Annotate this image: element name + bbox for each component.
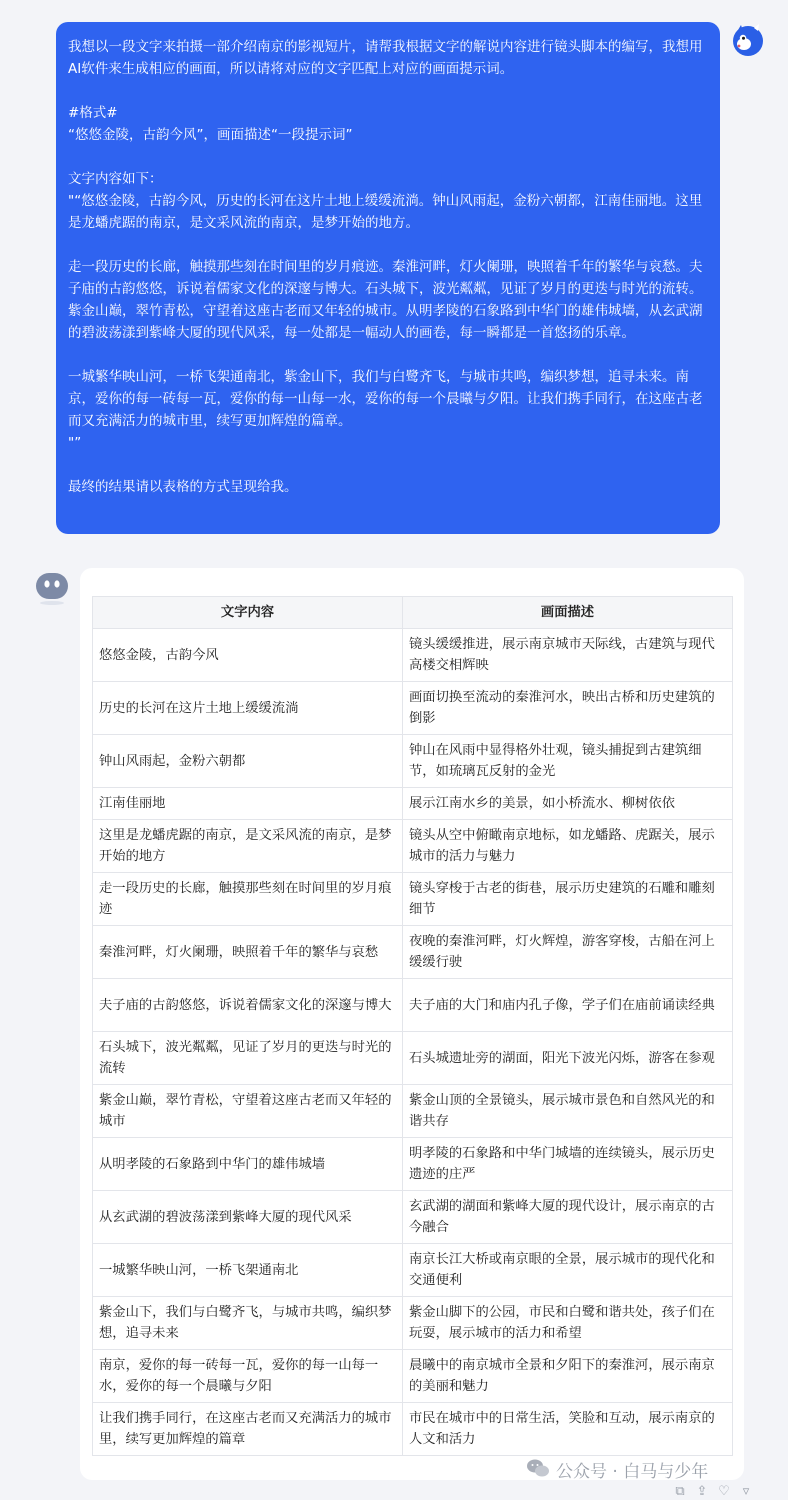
copy-icon[interactable]: ⧉ xyxy=(675,1484,685,1499)
table-row xyxy=(93,1244,733,1297)
column-header-text: 文字内容 xyxy=(93,597,403,629)
cell-description: 石头城遗址旁的湖面，阳光下波光闪烁，游客在参观 xyxy=(403,1032,733,1085)
share-icon[interactable]: ⇪ xyxy=(696,1484,708,1499)
cell-description: 明孝陵的石象路和中华门城墙的连续镜头，展示历史遗迹的庄严 xyxy=(403,1138,733,1191)
cell-text: 紫金山下，我们与白鹭齐飞，与城市共鸣，编织梦想，追寻未来 xyxy=(93,1297,403,1350)
user-message-paragraph: 一城繁华映山河，一桥飞架通南北，紫金山下，我们与白鹭齐飞，与城市共鸣，编织梦想，追寻未来。南京，爱你的每一砖每一瓦，爱你的每一山每一水，爱你的每一个晨曦与夕阳。让我们携手同行，在这座古老而又充满活力的城市里，续写更加辉煌的篇章。 "” xyxy=(68,369,703,451)
cell-text: 夫子庙的古韵悠悠，诉说着儒家文化的深邃与博大 xyxy=(93,979,403,1032)
cell-text: 从玄武湖的碧波荡漾到紫峰大厦的现代风采 xyxy=(93,1191,403,1244)
cell-description: 市民在城市中的日常生活，笑脸和互动，展示南京的人文和活力 xyxy=(403,1403,733,1456)
watermark xyxy=(526,1456,708,1482)
cell-description: 镜头穿梭于古老的街巷，展示历史建筑的石雕和雕刻细节 xyxy=(403,873,733,926)
cell-text: 历史的长河在这片土地上缓缓流淌 xyxy=(93,682,403,735)
response-table xyxy=(92,596,733,1456)
table-row xyxy=(93,682,733,735)
table-row xyxy=(93,926,733,979)
cell-description: 玄武湖的湖面和紫峰大厦的现代设计，展示南京的古今融合 xyxy=(403,1191,733,1244)
user-message-paragraph: 我想以一段文字来拍摄一部介绍南京的影视短片，请帮我根据文字的解说内容进行镜头脚本的编写，我想用AI软件来生成相应的画面，所以请将对应的文字匹配上对应的画面提示词。 xyxy=(68,39,703,77)
table-row xyxy=(93,1191,733,1244)
cell-description: 画面切换至流动的秦淮河水，映出古桥和历史建筑的倒影 xyxy=(403,682,733,735)
cell-description: 南京长江大桥或南京眼的全景，展示城市的现代化和交通便利 xyxy=(403,1244,733,1297)
blue-mascot-avatar-icon[interactable] xyxy=(730,22,766,58)
watermark-text: 公众号 · 白马与少年 xyxy=(556,1461,709,1482)
cell-description: 紫金山脚下的公园，市民和白鹭和谐共处，孩子们在玩耍，展示城市的活力和希望 xyxy=(403,1297,733,1350)
table-row xyxy=(93,1032,733,1085)
cell-text: 南京，爱你的每一砖每一瓦，爱你的每一山每一水，爱你的每一个晨曦与夕阳 xyxy=(93,1350,403,1403)
wechat-icon xyxy=(526,1458,550,1480)
cell-description: 夫子庙的大门和庙内孔子像，学子们在庙前诵读经典 xyxy=(403,979,733,1032)
user-message-paragraph: 走一段历史的长廊，触摸那些刻在时间里的岁月痕迹。秦淮河畔，灯火阑珊，映照着千年的繁华与哀愁。夫子庙的古韵悠悠，诉说着儒家文化的深邃与博大。石头城下，波光粼粼，见证了岁月的更迭与时光的流转。紫金山巅，翠竹青松，守望着这座古老而又年轻的城市。从明孝陵的石象路到中华门的雄伟城墙，从玄武湖的碧波荡漾到紫峰大厦的现代风采，每一处都是一幅动人的画卷，每一瞬都是一首悠扬的乐章。 xyxy=(68,259,703,341)
thumb-down-icon[interactable]: ▿ xyxy=(742,1484,750,1499)
table-header-row xyxy=(93,597,733,629)
table-row xyxy=(93,1297,733,1350)
table-row xyxy=(93,873,733,926)
cell-text: 石头城下，波光粼粼，见证了岁月的更迭与时光的流转 xyxy=(93,1032,403,1085)
table-row xyxy=(93,735,733,788)
cell-description: 紫金山顶的全景镜头，展示城市景色和自然风光的和谐共存 xyxy=(403,1085,733,1138)
table-row xyxy=(93,788,733,820)
cell-text: 一城繁华映山河，一桥飞架通南北 xyxy=(93,1244,403,1297)
user-message-paragraph: #格式# “悠悠金陵，古韵今风”，画面描述“一段提示词” xyxy=(68,105,353,143)
cell-description: 晨曦中的南京城市全景和夕阳下的秦淮河，展示南京的美丽和魅力 xyxy=(403,1350,733,1403)
table-row xyxy=(93,629,733,682)
cell-text: 悠悠金陵，古韵今风 xyxy=(93,629,403,682)
thumb-up-icon[interactable]: ♡ xyxy=(718,1484,730,1499)
table-row xyxy=(93,1138,733,1191)
cell-description: 夜晚的秦淮河畔，灯火辉煌，游客穿梭，古船在河上缓缓行驶 xyxy=(403,926,733,979)
cell-text: 秦淮河畔，灯火阑珊，映照着千年的繁华与哀愁 xyxy=(93,926,403,979)
table-row xyxy=(93,1403,733,1456)
cell-description: 镜头从空中俯瞰南京地标，如龙蟠路、虎踞关，展示城市的活力与魅力 xyxy=(403,820,733,873)
table-row xyxy=(93,820,733,873)
cell-text: 走一段历史的长廊，触摸那些刻在时间里的岁月痕迹 xyxy=(93,873,403,926)
cell-description: 钟山在风雨中显得格外壮观，镜头捕捉到古建筑细节，如琉璃瓦反射的金光 xyxy=(403,735,733,788)
table-row xyxy=(93,979,733,1032)
cell-text: 紫金山巅，翠竹青松，守望着这座古老而又年轻的城市 xyxy=(93,1085,403,1138)
cell-text: 这里是龙蟠虎踞的南京，是文采风流的南京，是梦开始的地方 xyxy=(93,820,403,873)
message-action-toolbar xyxy=(672,1484,754,1500)
user-message-bubble xyxy=(56,22,720,534)
cell-description: 镜头缓缓推进，展示南京城市天际线，古建筑与现代高楼交相辉映 xyxy=(403,629,733,682)
cell-text: 从明孝陵的石象路到中华门的雄伟城墙 xyxy=(93,1138,403,1191)
cell-text: 让我们携手同行，在这座古老而又充满活力的城市里，续写更加辉煌的篇章 xyxy=(93,1403,403,1456)
assistant-response-card xyxy=(80,568,744,1480)
cell-text: 钟山风雨起，金粉六朝都 xyxy=(93,735,403,788)
user-message-paragraph: 最终的结果请以表格的方式呈现给我。 xyxy=(68,479,298,495)
robot-face-avatar-icon xyxy=(34,570,70,606)
column-header-description: 画面描述 xyxy=(403,597,733,629)
cell-text: 江南佳丽地 xyxy=(93,788,403,820)
user-message-paragraph: 文字内容如下： "“悠悠金陵，古韵今风，历史的长河在这片土地上缓缓流淌。钟山风雨起，金粉六朝都，江南佳丽地。这里是龙蟠虎踞的南京，是文采风流的南京，是梦开始的地方。 xyxy=(68,171,703,231)
table-row xyxy=(93,1350,733,1403)
cell-description: 展示江南水乡的美景，如小桥流水、柳树依依 xyxy=(403,788,733,820)
table-row xyxy=(93,1085,733,1138)
